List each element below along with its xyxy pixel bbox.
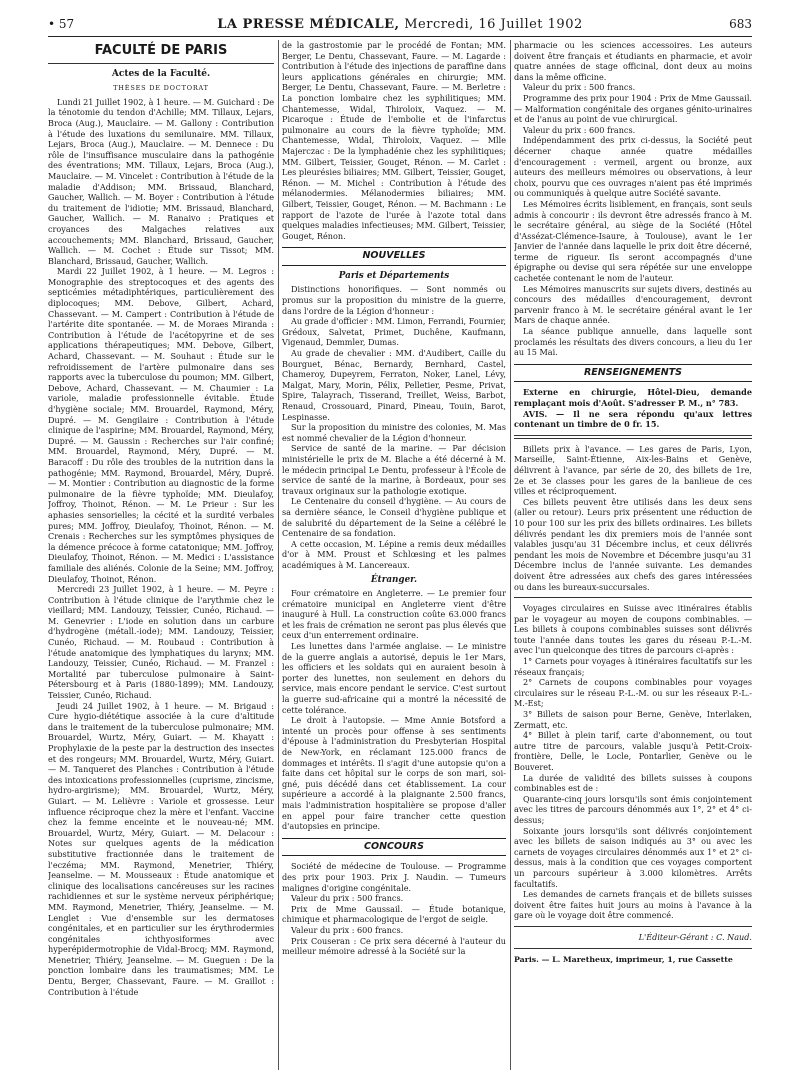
voyages-item: Voyages circulaires en Suisse avec itinéraires établis par le voyageur au moyen de coupons combinables. — Les billets à coupons combinables suisses sont délivrés toute l'année dans toutes les gares du réseau P.-L.-M. avec l'un quelconque des titres de parcours ci-après : <box>514 603 752 656</box>
news-item: Au grade d'officier : MM. Limon, Ferrandi, Fournier, Grédoux, Salvetat, Primet, Duchêne, Kaufmann, Vigenaud, Demmler, Dumas. <box>282 316 506 348</box>
issue-date: Mercredi, 16 Juillet 1902 <box>404 16 583 32</box>
voyages-item: Les demandes de carnets français et de billets suisses doivent être faites huit jours au moins à l'avance à la gare où le voyage doit être commencé. <box>514 889 752 921</box>
concours-item: Programme des prix pour 1904 : Prix de Mme Gaussail. — Malformation congénitale des organes génito-urinaires et de l'anus au point de vue chirurgical. <box>514 92 752 125</box>
column-3 <box>514 40 752 1070</box>
header-rule <box>48 36 752 37</box>
voyages-item: 3° Billets de saison pour Berne, Genève, Interlaken, Zermatt, etc. <box>514 709 752 730</box>
faculte-title: FACULTÉ DE PARIS <box>94 43 228 58</box>
foreign-item: Les lunettes dans l'armée anglaise. — Le ministre de la guerre anglais a autorisé, depuis le 1er Mars, les officiers et les soldats qui en auraient besoin à porter des lunettes, non seulement en dehors du service, mais encore pendant le service. C'est surtout la guerre sud-africaine qui a montré la nécessité de cette tolérance. <box>282 641 506 715</box>
masthead <box>217 17 583 32</box>
title-divider <box>48 63 274 64</box>
nouvelles-title: NOUVELLES <box>282 247 506 266</box>
column-2 <box>282 40 506 1070</box>
column-divider <box>278 40 279 1070</box>
concours-item: Valeur du prix : 600 francs. <box>523 124 636 135</box>
billets-item: Billets prix à l'avance. — Les gares de Paris, Lyon, Marseille, Saint-Étienne, Aix-les-Bains et Genève, délivrent à l'avance, par série de 20, des billets de 1re, 2e et 3e classes pour les gares de la banlieue de ces villes et réciproquement. <box>514 443 752 497</box>
section-divider <box>514 597 752 598</box>
thesis-paragraph: Jeudi 24 Juillet 1902, à 1 heure. — M. Brigaud : Cure hygio-diététique associée à la cure d'altitude dans le traitement de la tuberculose pulmonaire; MM. Brouardel, Wurtz, Méry, Guiart. — M. Khayatt : Prophylaxie de la peste par la destruction des insectes et des rongeurs; MM. Brouardel, Wurtz, Méry, Guiart. — M. Tanqueret des Planches : Contribution à l'étude des intoxications professionnelles (cuprisme, zincisme, hydro-argirisme); MM. Brouardel, Wurtz, Méry, Guiart. — M. Lelièvre : Variole et grossesse. Leur influence réciproque chez la mère et l'enfant. Vaccine chez la femme enceinte et le nouveau-né; MM. Brouardel, Wurtz, Méry, Guiart. — M. Delacour : Notes sur quelques agents de la médication substitutive fractionnée dans le traitement de l'eczéma; MM. Raymond, Menetrier, Thiéry, Jeanselme. — M. Mousseaux : Étude anatomique et clinique des localisations cancéreuses sur les racines rachidiennes et sur le système nerveux périphérique; MM. Raymond, Menetrier, Thiéry, Jeanselme. — M. Lenglet : Vue d'ensemble sur les dermatoses congénitales, et en particulier sur les érythrodermies congénitales ichthyosiformes avec hyperépidermotrophie de Vidal-Brocq; MM. Raymond, Menetrier, Thiéry, Jeanselme. — M. Gueguen : De la ponction lombaire dans les traumatismes; MM. Le Dentu, Berger, Chassevant, Faure. — M. Graillot : Contribution à l'étude <box>48 700 274 997</box>
etranger-title: Étranger. <box>370 574 418 585</box>
foreign-item: Four crématoire en Angleterre. — Le premier four crématoire municipal en Angleterre vient d'être inauguré à Hull. La construction coûte 63.000 francs et les frais de crémation ne seront pas plus élevés que ceux d'un enterrement ordinaire. <box>282 588 506 641</box>
voyages-item: Soixante jours lorsqu'ils sont délivrés conjointement avec les billets de saison indiqués au 3° ou avec les carnets de voyages circulaires dénommés aux 1° et 2° ci-dessus, mais à la condition que ces voyages comportent un parcours supérieur à 3.000 kilomètres. Arrêts facultatifs. <box>514 825 752 889</box>
concours-item: Valeur du prix : 500 francs. <box>291 893 404 904</box>
concours-item: Prix Couseran : Ce prix sera décerné à l'auteur du meilleur mémoire adressé à la Société sur la <box>282 935 506 957</box>
voyages-item: 2° Carnets de coupons combinables pour voyages circulaires sur le réseau P.-L.-M. ou sur les réseaux P.-L.-M.-Est; <box>514 677 752 709</box>
news-item: A cette occasion, M. Lépine a remis deux médailles d'or à MM. Proust et Schlœsing et les palmes académiques à M. Lancereaux. <box>282 538 506 570</box>
concours-item: Valeur du prix : 600 francs. <box>291 924 404 935</box>
concours-item: Société de médecine de Toulouse. — Programme des prix pour 1903. Prix J. Naudin. — Tumeurs malignes d'origine congénitale. <box>282 861 506 893</box>
column-1 <box>48 40 274 1070</box>
voyages-item: Quarante-cinq jours lorsqu'ils sont émis conjointement avec les titres de parcours dénommés aux 1°, 2° et 4° ci-dessus; <box>514 793 752 825</box>
foreign-item: Le droit à l'autopsie. — Mme Annie Botsford a intenté un procès pour offense à ses sentiments d'épouse à l'administration du Presbyterian Hospital de New-York, en réclamant 125.000 francs de dommages et intérêts. Il s'agit d'une autopsie qu'on a faite dans cet hôpital sur le corps de son mari, soi-gné, puis décédé dans cet établissement. La cour supérieure a accordé à la plaignante 2.500 francs, mais l'administration hospitalière se propose d'aller en appel pour faire trancher cette question d'autopsies en principe. <box>282 715 506 832</box>
theses-kicker: THÈSES DE DOCTORAT <box>113 84 209 93</box>
section-divider <box>514 435 752 439</box>
news-item: Le Centenaire du conseil d'hygiène. — Au cours de sa dernière séance, le Conseil d'hygiène publique et de salubrité du département de la Seine a célébré le Centenaire de sa fondation. <box>282 496 506 539</box>
classified-item: Externe en chirurgie, Hôtel-Dieu, demande remplaçant mois d'Août. S'adresser P. M., n° 783. <box>514 387 752 408</box>
thesis-paragraph: Lundi 21 Juillet 1902, à 1 heure. — M. Guichard : De la ténotomie du tendon d'Achille; MM. Tillaux, Lejars, Broca (Aug.), Mauclaire. — M. Gallony : Contribution à l'étude des luxations du semilunaire. MM. Tillaux, Lejars, Broca (Aug.), Mauclaire. — M. Dennece : Du rôle de l'insuffisance musculaire dans la pathogénie des éventrations; MM. Tillaux, Lejars, Broca (Aug.), Mauclaire. — M. Vincelet : Contribution à l'étude de la maladie d'Addison; MM. Brissaud, Blanchard, Gaucher, Wallich. — M. Boyer : Contribution à l'étude du traitement de l'idiotie; MM. Brissaud, Blanchard, Gaucher, Wallich. — M. Ranaivo : Pratiques et croyances des Malgaches relatives aux accouchements; MM. Blanchard, Brissaud, Gaucher, Wallich. — M. Cochet : Étude sur Tissot; MM. Blanchard, Brissaud, Gaucher, Wallich. <box>48 96 274 266</box>
news-item: Sur la proposition du ministre des colonies, M. Mas est nommé chevalier de la Légion d'honneur. <box>282 422 506 443</box>
concours-item: Les Mémoires écrits lisiblement, en français, sont seuls admis à concourir : ils devront être adressés franco à M. le secrétaire général, au siège de la Société (Hôtel d'Assézat-Clémence-Isaure, à Toulouse), avant le 1er Janvier de l'année dans laquelle le prix doit être décerné, terme de rigueur. Ils seront accompagnés d'une épigraphe ou devise qui sera répétée sur une enveloppe cachetée contenant le nom de l'auteur. <box>514 198 752 284</box>
news-item: Distinctions honorifiques. — Sont nommés ou promus sur la proposition du ministre de la guerre, dans l'ordre de la Légion d'honneur : <box>282 284 506 316</box>
paris-departements-title: Paris et Départements <box>338 270 450 281</box>
thesis-paragraph: Mercredi 23 Juillet 1902, à 1 heure. — M. Peyre : Contribution à l'étude clinique de l'arythmie chez le vieillard; MM. Landouzy, Teissier, Cunéo, Richaud. — M. Genevrier : L'iode en solution dans un carbure d'hydrogène (métall.-iode); MM. Landouzy, Teissier, Cunéo, Richaud. — M. Roubaud : Contribution à l'étude anatomique des lymphatiques du larynx; MM. Landouzy, Teissier, Cunéo, Richaud. — M. Franzel : Mortalité par tuberculose pulmonaire à Saint-Pétersbourg et à Paris (1880-1899); MM. Landouzy, Teissier, Cunéo, Richaud. <box>48 584 274 701</box>
concours-item: Valeur du prix : 500 francs. <box>523 82 636 93</box>
concours-item: Indépendamment des prix ci-dessus, la Société peut décerner chaque année quatre médailles d'encouragement : vermeil, argent ou bronze, aux auteurs des meilleurs mémoires ou observations, à leur choix, pourvu que ces ouvrages n'aient pas été imprimés ou communiqués à quelque autre Société savante. <box>514 135 752 199</box>
page-number-right: 683 <box>729 17 752 31</box>
page-header <box>48 14 752 34</box>
concours-title: CONCOURS <box>282 838 506 857</box>
printer-credit: Paris. — L. Maretheux, imprimeur, 1, rue Cassette <box>514 954 733 964</box>
billets-item: Ces billets peuvent être utilisés dans les deux sens (aller ou retour). Leurs prix présentent une réduction de 10 pour 100 sur les prix des billets ordinaires. Les billets délivrés pendant les dix premiers mois de l'année sont valables jusqu'au 31 Décembre inclus, et ceux délivrés pendant les mois de Novembre et Décembre jusqu'au 31 Décembre inclus de l'année suivante. Les demandes doivent être adressées aux chefs des gares intéressées ou dans les bureaux-succursales. <box>514 496 752 592</box>
renseignements-title: RENSEIGNEMENTS <box>514 364 752 383</box>
footer-divider <box>514 948 752 949</box>
column-divider <box>510 40 511 1070</box>
voyages-item: La durée de validité des billets suisses à coupons combinables est de : <box>514 772 752 794</box>
section-divider <box>514 926 752 927</box>
concours-item: La séance publique annuelle, dans laquelle sont proclamés les résultats des divers concours, a lieu du 1er au 15 Mai. <box>514 326 752 358</box>
voyages-item: 4° Billet à plein tarif, carte d'abonnement, ou tout autre titre de parcours, valable jusqu'à Petit-Croix-frontière, Delle, le Locle, Pontarlier, Genève ou le Bouveret. <box>514 730 752 772</box>
concours-item: Les Mémoires manuscrits sur sujets divers, destinés au concours des médailles d'encouragement, devront parvenir franco à M. le secrétaire général avant le 1er Mars de chaque année. <box>514 283 752 326</box>
news-item: Service de santé de la marine. — Par décision ministérielle le prix de M. Blache a été décerné à M. le médecin principal Le Dentu, professeur à l'École de service de santé de la marine, à Bordeaux, pour ses travaux originaux sur la pathologie exotique. <box>282 443 506 496</box>
thesis-paragraph: Mardi 22 Juillet 1902, à 1 heure. — M. Legros : Monographie des streptocoques et des agents des septicémies métadiphtériques, particulièrement des diplocoques; MM. Debove, Gilbert, Achard, Chassevant. — M. Campert : Contribution à l'étude de l'artérite dite spontanée. — M. de Moraes Miranda : Contribution à l'étude de l'acétopyrine et de ses applications thérapeutiques; MM. Debove, Gilbert, Achard, Chassevant. — M. Souhaut : Étude sur le refroidissement de l'artère pulmonaire dans ses rapports avec la tuberculose du poumon; MM. Gilbert, Debove, Achard, Chassevant. — M. Chaumier : La variole, maladie professionnelle évitable. Étude d'hygiène sociale; MM. Brouardel, Raymond, Méry, Dupré. — M. Gengilaire : Contribution à l'étude clinique de l'aspirine; MM. Brouardel, Raymond, Méry, Dupré. — M. Gaussin : Recherches sur l'air confiné; MM. Brouardel, Raymond, Méry, Dupré. — M. Baracoff : Du rôle des troubles de la nutrition dans la pathogénie; MM. Raymond, Brouardel, Méry, Dupré. — M. Montier : Contribution au diagnostic de la forme pulmonaire de la fièvre typhoïde; MM. Dieulafoy, Joffroy, Thoinot, Rénon. — M. Le Prieur : Sur les aphasies sensorielles; la cécité et la surdité verbales pures; MM. Joffroy, Dieulafoy, Thoinot, Rénon. — M. Crenais : Recherches sur les symptômes physiques de la démence précoce à forme catatonique; MM. Joffroy, Dieulafoy, Thoinot, Rénon. — M. Medici : L'assistance familiale des aliénés. Colonie de la Seine; MM. Joffroy, Dieulafoy, Thoinot, Rénon. <box>48 266 274 584</box>
notice-item: AVIS. — Il ne sera répondu qu'aux lettres contenant un timbre de 0 fr. 15. <box>514 408 752 430</box>
voyages-item: 1° Carnets pour voyages à itinéraires facultatifs sur les réseaux français; <box>514 656 752 677</box>
editor-credit: L'Éditeur-Gérant : C. Naud. <box>638 931 752 942</box>
actes-subtitle: Actes de la Faculté. <box>111 68 211 79</box>
page-number-left: • 57 <box>48 17 75 31</box>
masthead-title: LA PRESSE MÉDICALE, <box>217 16 400 32</box>
concours-continuation: pharmacie ou les sciences accessoires. Les auteurs doivent être français et étudiants en pharmacie, et avoir quatre années de stage officinal, dont deux au moins dans la même officine. <box>514 40 752 82</box>
concours-item: Prix de Mme Gaussail. — Étude botanique, chimique et pharmacologique de l'ergot de seigle. <box>282 903 506 925</box>
news-item: Au grade de chevalier : MM. d'Audibert, Caille du Bourguet, Bénac, Bernardy, Bernhard, Castel, Chameroy, Dupeyrem, Ferraton, Noker, Lanel, Lévy, Malgat, Mary, Morin, Pélix, Pelletier, Pesme, Privat, Spire, Talayrach, Tisserand, Treillet, Weiss, Barbot, Renaud, Crossouard, Pinard, Pineau, Touin, Barot, Lespinasse. <box>282 348 506 422</box>
thesis-continuation: de la gastrostomie par le procédé de Fontan; MM. Berger, Le Dentu, Chassevant, Faure. — M. Lagarde : Contribution à l'étude des injections de paraffine dans leurs applications générales en chirurgie; MM. Berger, Le Dentu, Chassevant, Faure. — M. Berletre : La ponction lombaire chez les syphilitiques; MM. Chantemesse, Widal, Thiroloix, Vaquez. — M. Picaroque : Étude de l'embolie et de l'infarctus pulmonaire au cours de la fièvre typhoïde; MM. Chantemesse, Widal, Thiroloix, Vaquez. — Mlle Majerczac : De la lymphadénie chez les syphilitiques; MM. Gilbert, Teissier, Gouget, Rénon. — M. Carlet : Les pleurésies biliaires; MM. Gilbert, Teissier, Gouget, Rénon. — M. Michel : Contribution à l'étude des mélanodermies. Mélanodermies biliaires; MM. Gilbert, Teissier, Gouget, Rénon. — M. Bachmann : Le rapport de l'azote de l'urée à l'azote total dans quelques maladies infectieuses; MM. Gilbert, Teissier, Gouget, Rénon. <box>282 40 506 241</box>
